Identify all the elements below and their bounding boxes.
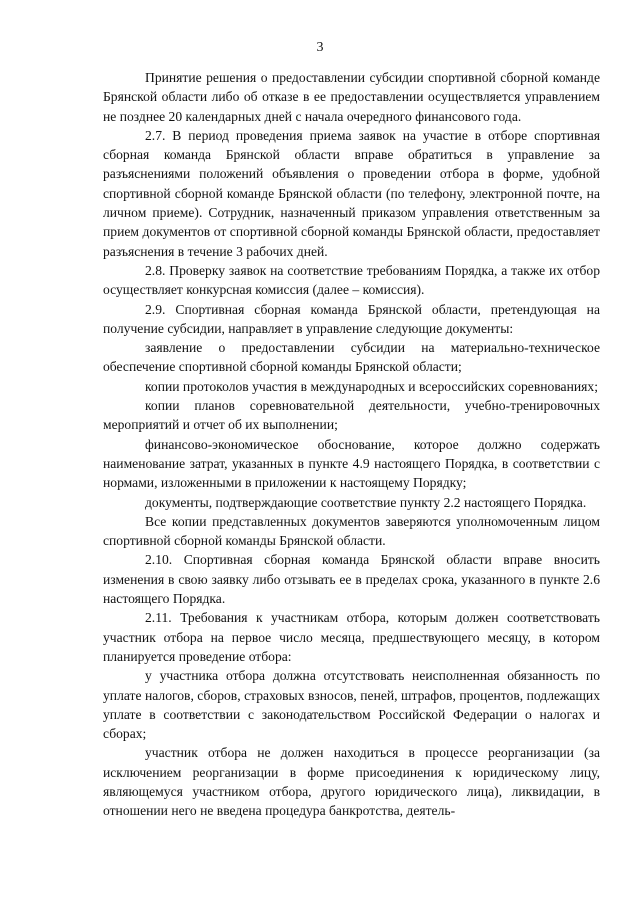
paragraph-2-7: 2.7. В период проведения приема заявок на участие в отборе спортивная сборная команда Брянской области вправе обратиться в управление за разъяснениями положений объявления о проведении отбора в форме, удобной спортивной сборной команде Брянской области (по телефону, электронной почте, на личном приеме). Сотрудник, назначенный приказом управления ответственным за прием документов от спортивной сборной команды Брянской области, предоставляет разъяснения в течение 3 рабочих дней.	[103, 127, 600, 259]
requirement-no-reorganization: участник отбора не должен находиться в процессе реорганизации (за исключением реорганизации в форме присоединения к юридическому лицу, являющемуся участником отбора, другого юридического лица), ликвидации, в отношении него не введена процедура банкротства, деятель-	[103, 745, 600, 819]
paragraph-2-10: 2.10. Спортивная сборная команда Брянской области вправе вносить изменения в свою заявку либо отзывать ее в пределах срока, указанного в пункте 2.6 настоящего Порядка.	[103, 552, 600, 607]
list-item-financial-justification: финансово-экономическое обоснование, которое должно содержать наименование затрат, указанных в пункте 4.9 настоящего Порядка, в соответствии с нормами, изложенными в приложении к настоящему Порядку;	[103, 436, 600, 491]
list-item-protocols: копии протоколов участия в международных и всероссийских соревнованиях;	[145, 378, 598, 394]
list-item-plans: копии планов соревновательной деятельности, учебно-тренировочных мероприятий и отчет об их выполнении;	[103, 398, 600, 433]
page-number: 3	[316, 40, 324, 55]
paragraph-subsidy-decision: Принятие решения о предоставлении субсидии спортивной сборной команде Брянской области либо об отказе в ее предоставлении осуществляется управлением не позднее 20 календарных дней с начала очередного финансового года.	[103, 70, 600, 124]
paragraph-2-9: 2.9. Спортивная сборная команда Брянской области, претендующая на получение субсидии, направляет в управление следующие документы:	[103, 301, 600, 336]
requirement-no-tax-debt: у участника отбора должна отсутствовать неисполненная обязанность по уплате налогов, сборов, страховых взносов, пеней, штрафов, процентов, подлежащих уплате в соответствии с законодательством Российской Федерации о налогах и сборах;	[103, 668, 600, 742]
paragraph-copies-certified: Все копии представленных документов заверяются уполномоченным лицом спортивной сборной команды Брянской области.	[103, 513, 600, 549]
document-body	[103, 68, 600, 821]
paragraph-2-11: 2.11. Требования к участникам отбора, которым должен соответствовать участник отбора на первое число месяца, предшествующего месяцу, в котором планируется проведение отбора:	[103, 610, 600, 664]
list-item-compliance-documents: документы, подтверждающие соответствие пункту 2.2 настоящего Порядка.	[145, 494, 587, 510]
paragraph-2-8: 2.8. Проверку заявок на соответствие требованиям Порядка, а также их отбор осуществляет конкурсная комиссия (далее – комиссия).	[103, 262, 600, 298]
list-item-application: заявление о предоставлении субсидии на материально-техническое обеспечение спортивной сборной команды Брянской области;	[103, 340, 600, 375]
